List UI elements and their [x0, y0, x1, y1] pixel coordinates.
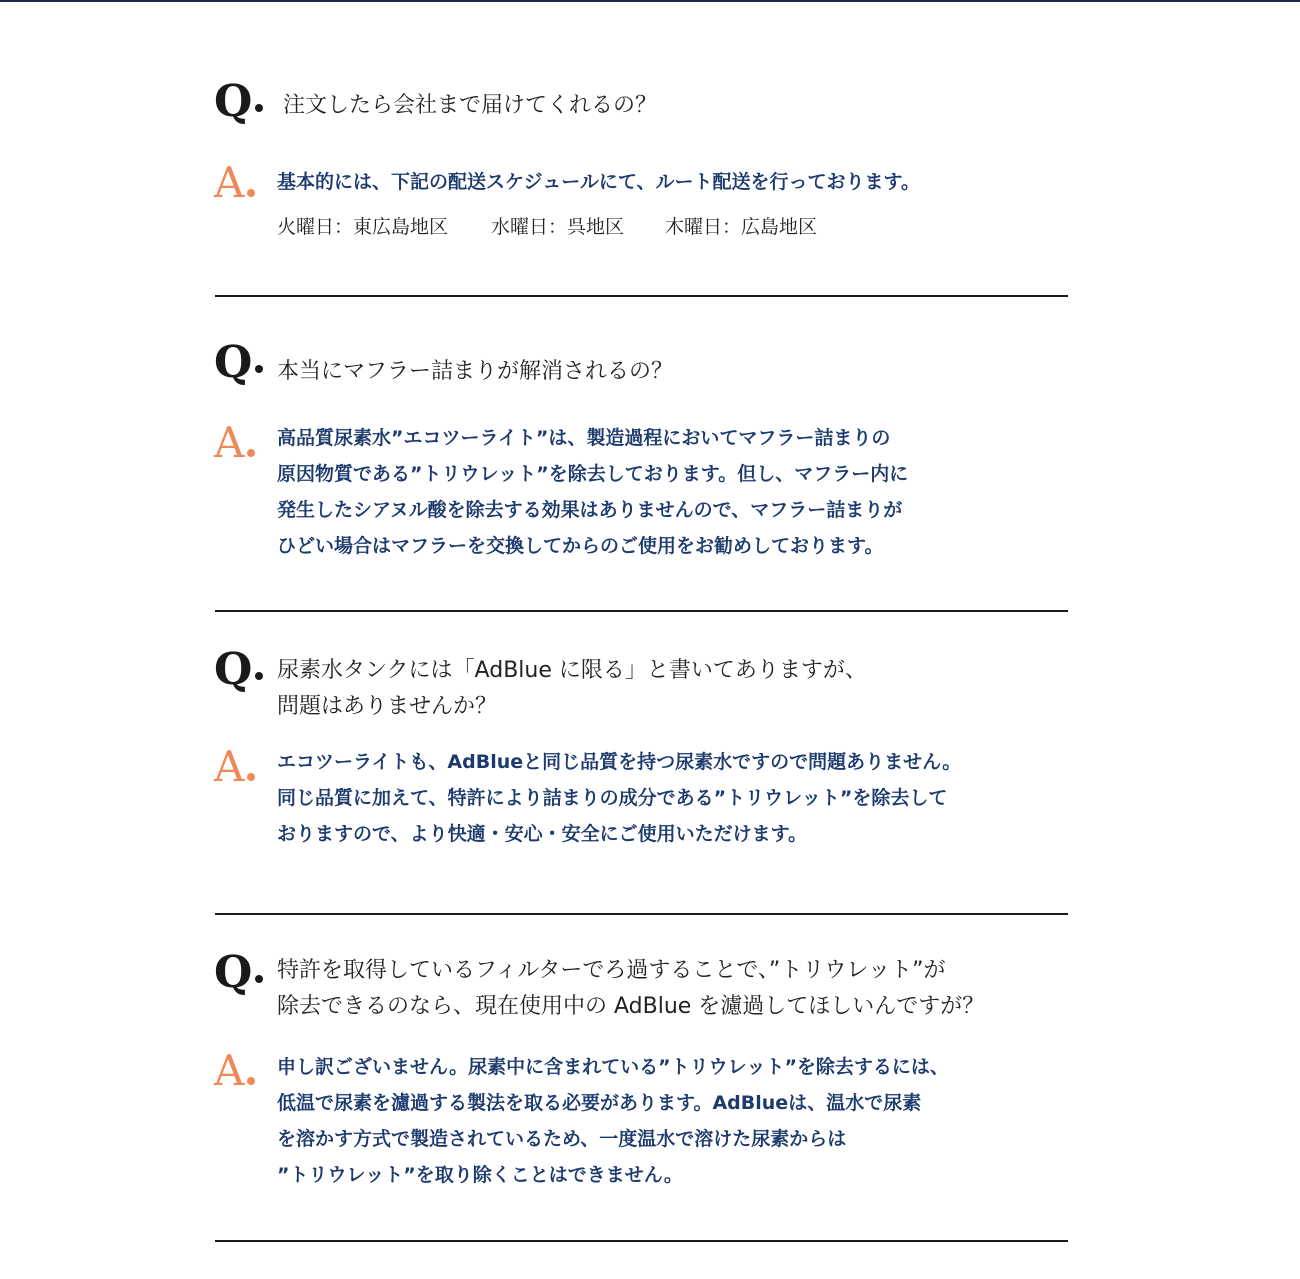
schedule-tuesday: 火曜日：東広島地区 [277, 216, 449, 238]
answer-line: エコツーライトも、AdBlueと同じ品質を持つ尿素水ですので問題ありません。 [277, 751, 962, 773]
answer-text [277, 164, 920, 200]
delivery-schedule [277, 212, 817, 242]
question-line: 問題はありませんか？ [277, 694, 498, 719]
answer-text [277, 420, 908, 564]
a-mark: A [214, 1050, 255, 1092]
question-line: 除去できるのなら、現在使用中の AdBlue を濾過してほしいんですが？ [277, 994, 985, 1019]
answer-line: 基本的には、下記の配送スケジュールにて、ルート配送を行っております。 [277, 171, 920, 193]
a-mark: A [214, 422, 255, 464]
question-line: 尿素水タンクには「AdBlue に限る」と書いてありますが、 [277, 658, 867, 683]
answer-text [277, 1049, 949, 1193]
question-line: 注文したら会社まで届けてくれるの？ [283, 93, 658, 118]
answer-line: 原因物質である”トリウレット”を除去しております。但し、マフラー内に [277, 463, 909, 485]
q-mark: Q [214, 80, 263, 124]
answer-text [277, 744, 961, 852]
divider [215, 913, 1068, 915]
schedule-thursday: 木曜日：広島地区 [665, 216, 818, 238]
question-line: 特許を取得しているフィルターでろ過することで、”トリウレット”が [277, 958, 946, 983]
divider [215, 610, 1068, 612]
question-text [277, 354, 673, 390]
q-mark: Q [214, 951, 263, 995]
answer-line: 申し訳ございません。尿素中に含まれている”トリウレット”を除去するには、 [277, 1056, 949, 1078]
answer-line: 発生したシアヌル酸を除去する効果はありませんので、マフラー詰まりが [277, 499, 903, 521]
q-mark: Q [214, 341, 263, 385]
question-line: 本当にマフラー詰まりが解消されるの？ [277, 359, 674, 384]
question-text [277, 953, 984, 1025]
a-mark: A [214, 162, 255, 204]
schedule-wednesday: 水曜日：呉地区 [491, 216, 625, 238]
answer-line: ひどい場合はマフラーを交換してからのご使用をお勧めしております。 [277, 535, 884, 557]
answer-line: 高品質尿素水”エコツーライト”は、製造過程においてマフラー詰まりの [277, 427, 891, 449]
answer-line: を溶かす方式で製造されているため、一度温水で溶けた尿素からは [277, 1128, 847, 1150]
answer-line: ”トリウレット”を取り除くことはできません。 [277, 1164, 683, 1186]
answer-line: 低温で尿素を濾過する製法を取る必要があります。AdBlueは、温水で尿素 [277, 1092, 922, 1114]
a-mark: A [214, 746, 255, 788]
divider [215, 1240, 1068, 1242]
answer-line: おりますので、より快適・安心・安全にご使用いただけます。 [277, 823, 808, 845]
divider [215, 295, 1068, 297]
answer-line: 同じ品質に加えて、特許により詰まりの成分である”トリウレット”を除去して [277, 787, 948, 809]
question-text [283, 88, 657, 124]
question-text [277, 653, 867, 725]
q-mark: Q [214, 648, 263, 692]
